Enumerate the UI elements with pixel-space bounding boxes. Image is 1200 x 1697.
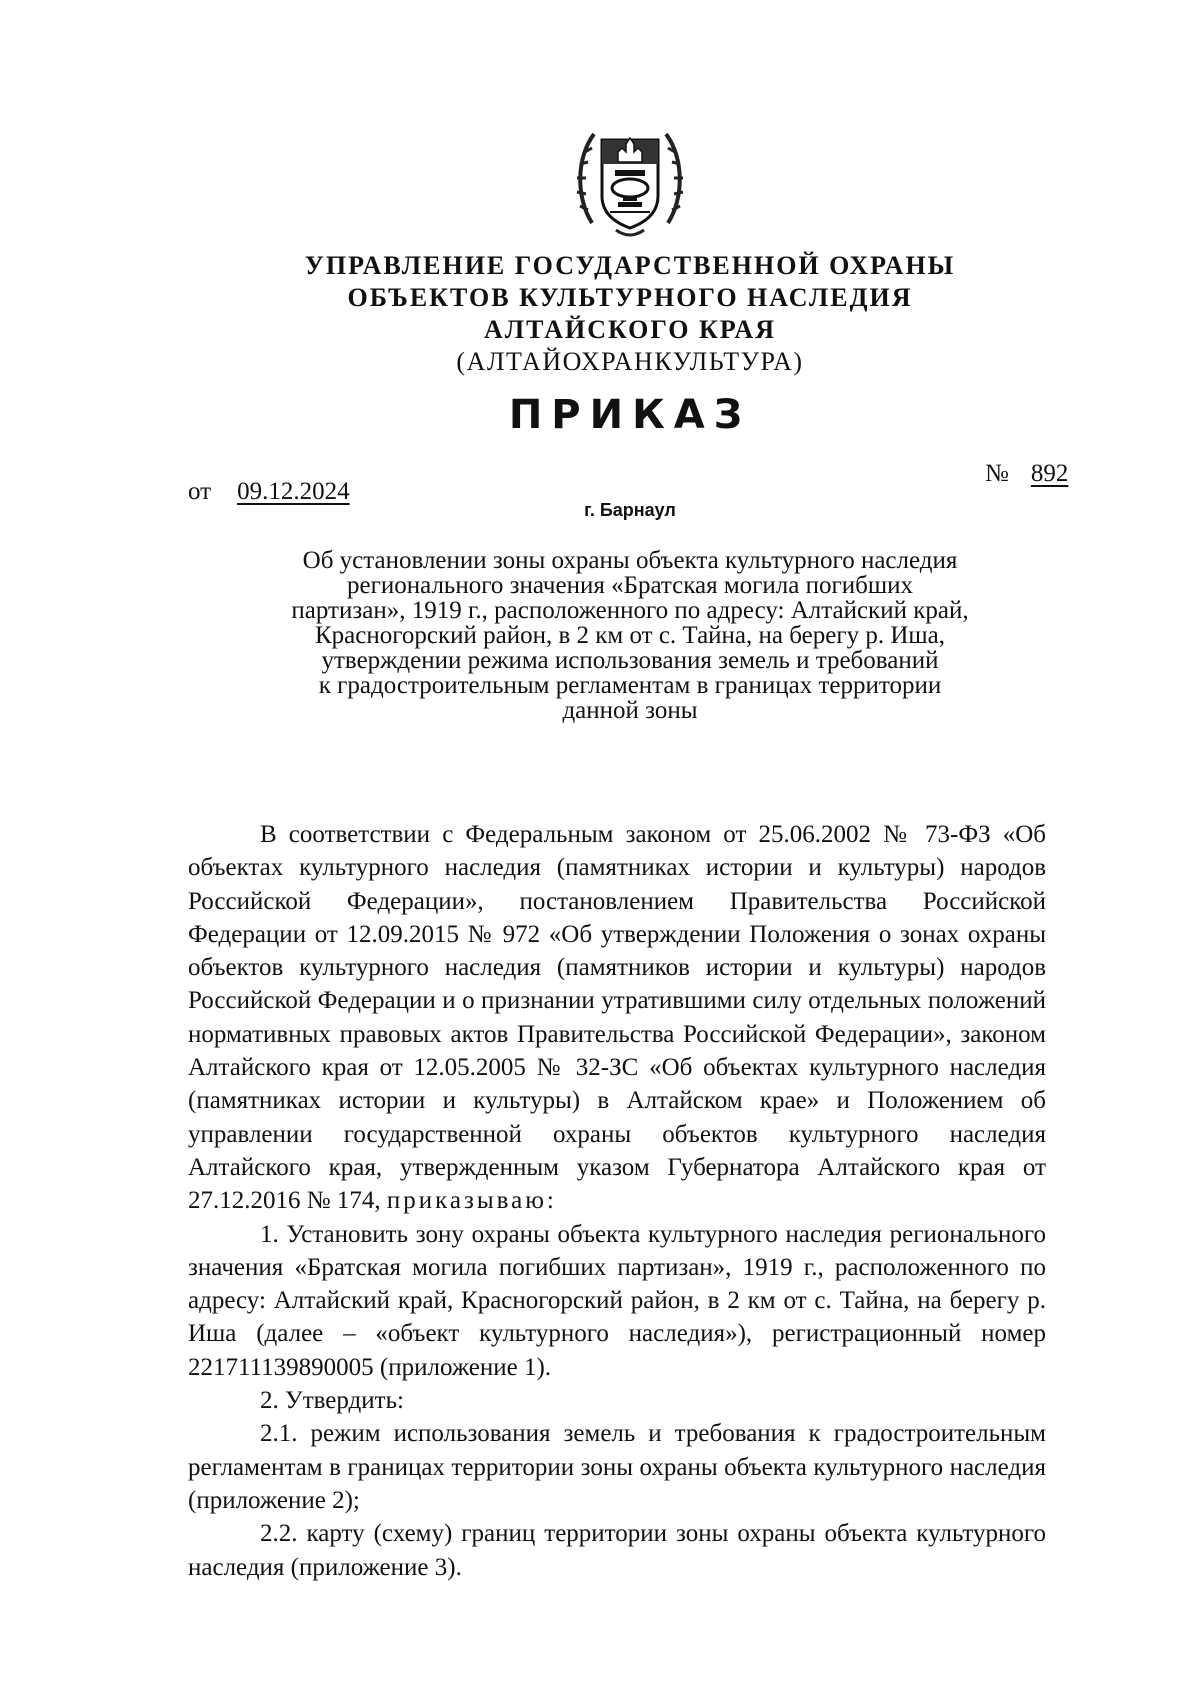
document-type-title: ПРИКАЗ [508,392,752,438]
document-subject-title [245,548,1015,723]
altai-krai-coat-of-arms-icon [570,118,690,248]
subject-title-line: данной зоны [562,697,698,724]
clause-2-2: 2.2. карту (схему) границ территории зоны охраны объекта культурного наследия (приложение 3). [188,1520,1046,1581]
clause-2-1: 2.1. режим использования земель и требования к градостроительным регламентам в границах территории зоны охраны объекта культурного наследия (приложение 2); [188,1420,1046,1514]
subject-title-line: Красногорский район, в 2 км от с. Тайна, на берегу р. Иша, [314,622,945,649]
number-prefix: № [985,460,1009,487]
preamble-paragraph [188,818,1046,1218]
clause-1: 1. Установить зону охраны объекта культурного наследия регионального значения «Братская могила погибших партизан», 1919 г., расположенного по адресу: Алтайский край, Красногорский район, в 2 км от с. Тайна, на берегу р. Иша (далее – «объект культурного наследия»), регистрационный номер 221711139890005 (приложение 1). [188,1220,1046,1381]
document-number: 892 [1030,460,1069,487]
clause-2: 2. Утвердить: [260,1387,404,1415]
document-date: 09.12.2024 [237,478,350,505]
subject-title-line: утверждении режима использования земель и требований [321,647,939,674]
subject-title-line: регионального значения «Братская могила погибших [347,572,913,599]
order-word: приказываю: [386,1187,557,1215]
agency-name-line-1: УПРАВЛЕНИЕ ГОСУДАРСТВЕННОЙ ОХРАНЫ [304,251,956,280]
document-date-row [188,478,350,506]
agency-name-line-2: ОБЪЕКТОВ КУЛЬТУРНОГО НАСЛЕДИЯ [347,283,913,312]
document-body [188,818,1046,1584]
preamble-text: В соответствии с Федеральным законом от 25.06.2002 № 73-ФЗ «Об объектах культурного наследия (памятниках истории и культуры) народов Российской Федерации», постановлением Правительства Российской Федерации от 12.09.2015 № 972 «Об утверждении Положения о зонах охраны объектов культурного наследия (памятников истории и культуры) народов Российской Федерации и о признании утратившими силу отдельных положений нормативных правовых актов Правительства Российской Федерации», законом Алтайского края от 12.05.2005 № 32-ЗС «Об объектах культурного наследия (памятниках истории и культуры) в Алтайском крае» и Положением об управлении государственной охраны объектов культурного наследия Алтайского края, утвержденным указом Губернатора Алтайского края от 27.12.2016 № 174, [188,821,1046,1215]
agency-short-name: (АЛТАЙОХРАНКУЛЬТУРА) [456,347,804,376]
subject-title-line: к градостроительным регламентам в границах территории [318,672,942,699]
agency-name-line-3: АЛТАЙСКОГО КРАЯ [484,315,776,344]
document-city: г. Барнаул [584,500,676,520]
subject-title-line: партизан», 1919 г., расположенного по адресу: Алтайский край, [291,597,969,624]
subject-title-line: Об установлении зоны охраны объекта культурного наследия [302,547,958,574]
document-number-row [985,460,1068,488]
date-prefix: от [188,478,212,505]
agency-header [300,250,960,378]
